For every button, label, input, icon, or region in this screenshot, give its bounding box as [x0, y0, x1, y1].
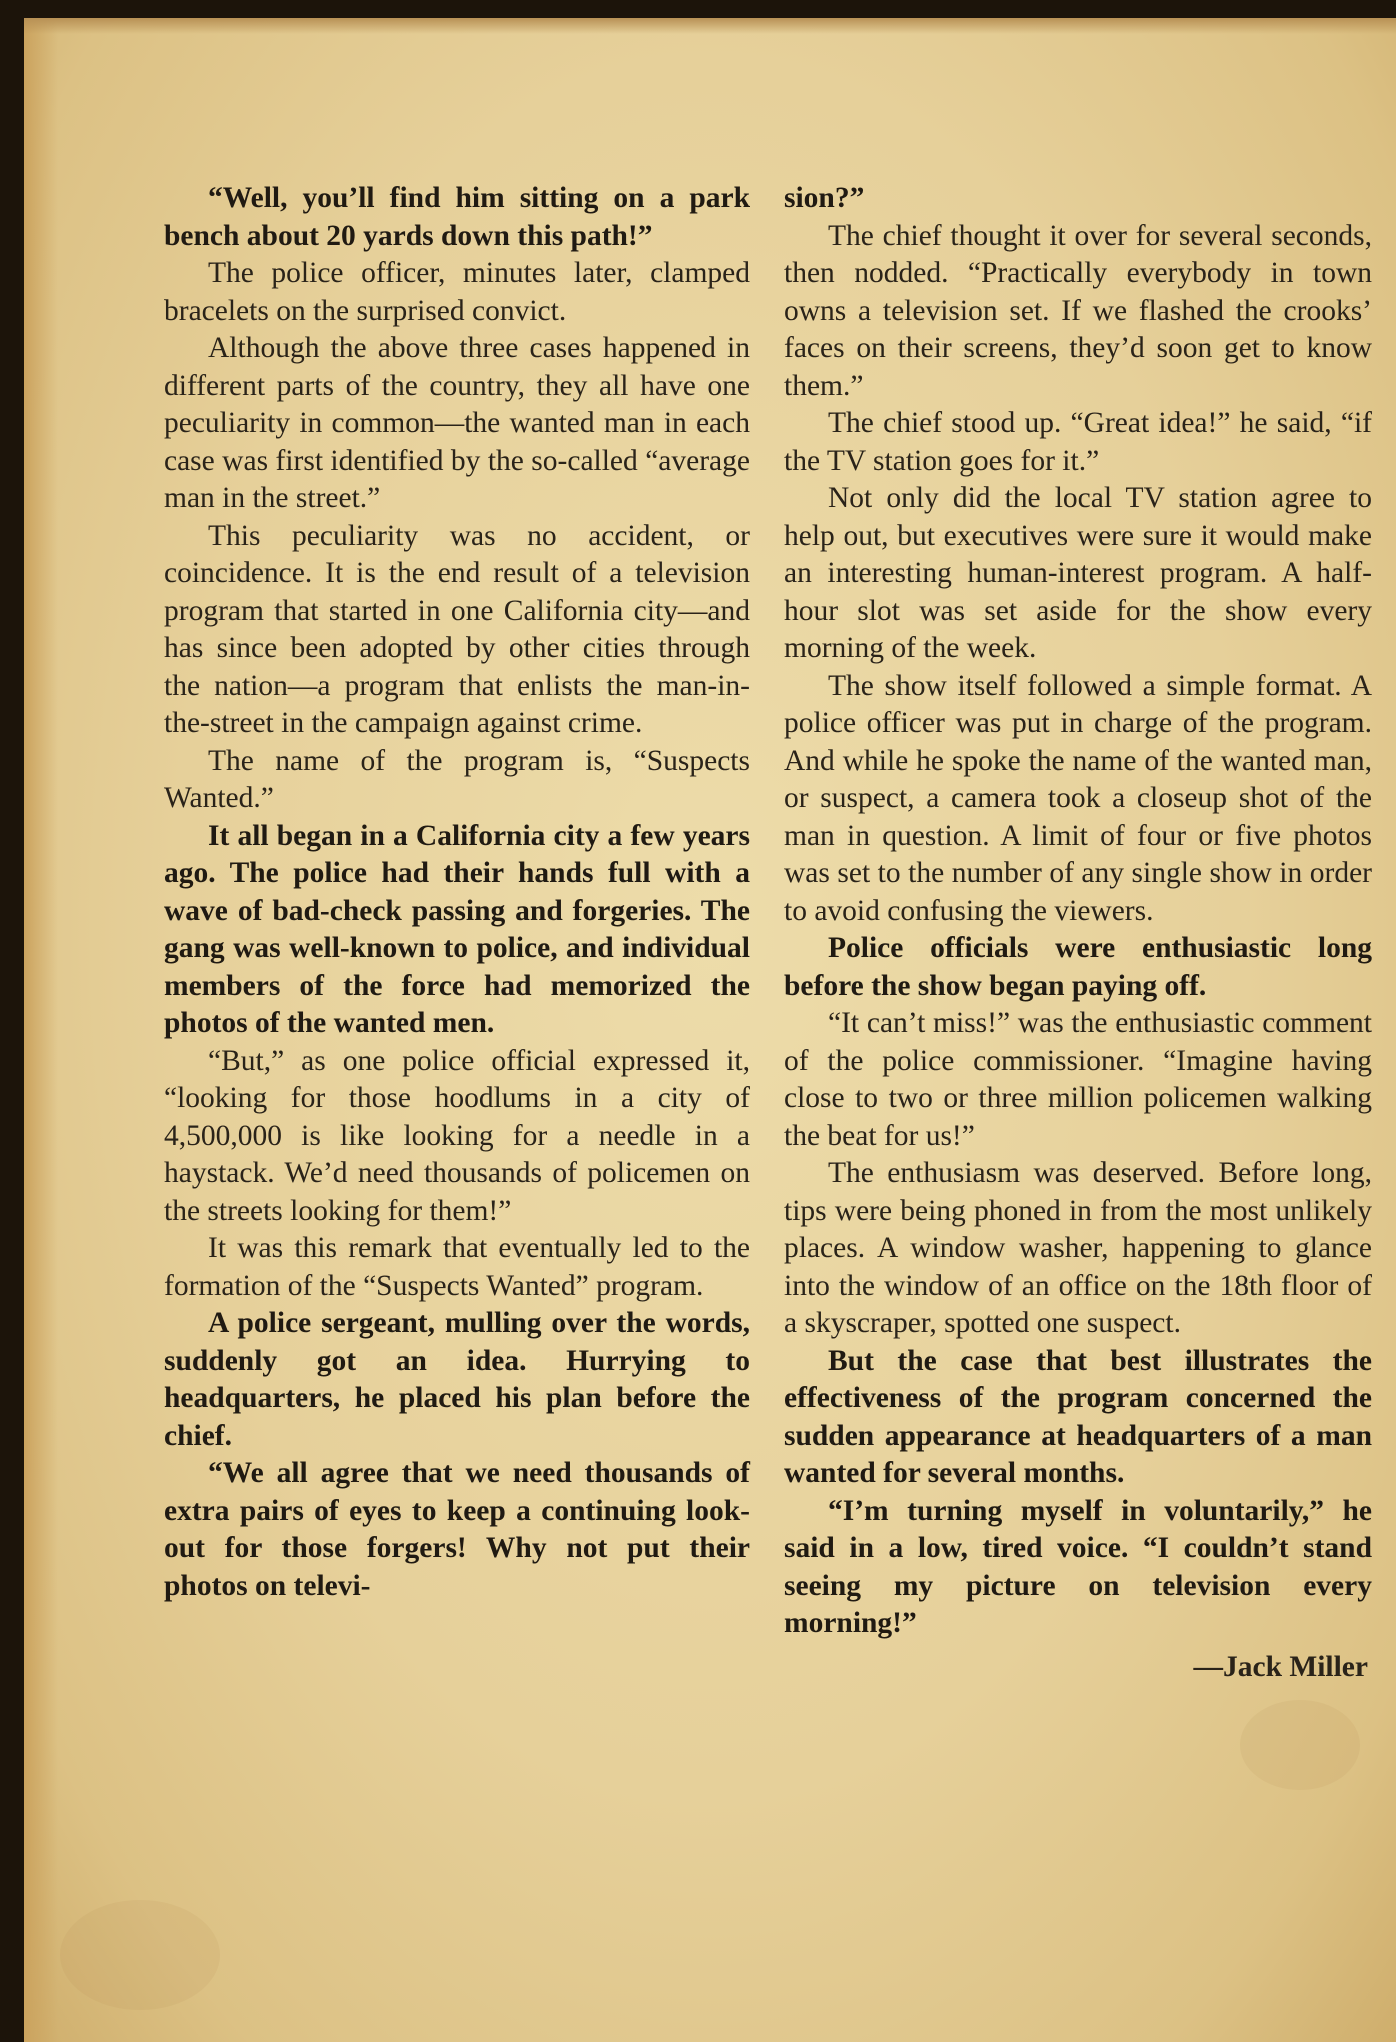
article-paragraph: The enthusiasm was deserved. Before long, tips were being phoned in from the most unlikely places. A window washer, happening to glance into the window of an office on the 18th floor of a skyscraper, spotted one suspect.	[784, 1157, 1372, 1339]
article-paragraph: This peculiarity was no accident, or coincidence. It is the end result of a television program that started in one California city—and has since been adopted by other cities through the nation—a program that enlists the man-in-the-street in the campaign against crime.	[164, 519, 750, 739]
article-paragraph: The chief stood up. “Great idea!” he said, “if the TV station goes for it.”	[784, 407, 1372, 477]
article-paragraph: “But,” as one police official expressed it, “looking for those hoodlums in a city of 4,500,000 is like looking for a needle in a haystack. We’d need thousands of policemen on the streets looking for them!”	[164, 1044, 750, 1227]
article-paragraph: “I’m turning myself in voluntarily,” he said in a low, tired voice. “I couldn’t stand seeing my picture on television every morning!”	[784, 1494, 1372, 1639]
article-paragraph: The show itself followed a simple format. A police officer was put in charge of the program. And while he spoke the name of the wanted man, or suspect, a camera took a closeup shot of the man in question. A limit of four or five photos was set to the number of any single show in order to avoid confusing the viewers.	[784, 669, 1372, 927]
paper-top-edge	[24, 18, 1396, 34]
paper-left-edge	[24, 18, 58, 2042]
article-paragraph: The name of the program is, “Suspects Wanted.”	[164, 744, 750, 814]
article-paragraph: “Well, you’ll find him sitting on a park bench about 20 yards down this path!”	[164, 182, 750, 252]
article-paragraph: Not only did the local TV station agree to help out, but executives were sure it would make an interesting human-interest program. A half-hour slot was set aside for the show every morning of the week.	[784, 482, 1372, 664]
article-right-column	[784, 180, 1372, 1686]
article-paragraph: Although the above three cases happened in different parts of the country, they all have one peculiarity in common—the wanted man in each case was first identified by the so-called “average man in the street.”	[164, 332, 750, 514]
article-right-column-body	[784, 180, 1372, 1643]
paper-stain	[1240, 1700, 1360, 1790]
article-paragraph: “We all agree that we need thousands of extra pairs of eyes to keep a continuing look-out for those forgers! Why not put their photos on televi-	[164, 1457, 750, 1602]
article-paragraph: The chief thought it over for several seconds, then nodded. “Practically everybody in town owns a television set. If we flashed the crooks’ faces on their screens, they’d soon get to know them.”	[784, 219, 1372, 402]
article-paragraph: It all began in a California city a few years ago. The police had their hands full with a wave of bad-check passing and forgeries. The gang was well-known to police, and individual members of the force had memorized the photos of the wanted men.	[164, 819, 750, 1039]
article-paragraph: It was this remark that eventually led to the formation of the “Suspects Wanted” program.	[164, 1232, 750, 1302]
article-paragraph: But the case that best illustrates the effectiveness of the program concerned the sudden appearance at headquarters of a man wanted for several months.	[784, 1344, 1372, 1489]
article-paragraph: Police officials were enthusiastic long before the show began paying off.	[784, 932, 1372, 1002]
author-signature: —Jack Miller	[1193, 1650, 1368, 1683]
article-paragraph: “It can’t miss!” was the enthusiastic comment of the police commissioner. “Imagine having close to two or three million policemen walking the beat for us!”	[784, 1007, 1372, 1152]
article-paragraph: sion?”	[784, 182, 865, 214]
article-left-column	[164, 180, 750, 1605]
paper-stain	[60, 1900, 220, 2010]
article-paragraph: The police officer, minutes later, clamped bracelets on the surprised convict.	[164, 257, 750, 327]
article-paragraph: A police sergeant, mulling over the words, suddenly got an idea. Hurrying to headquarters, he placed his plan before the chief.	[164, 1307, 750, 1452]
